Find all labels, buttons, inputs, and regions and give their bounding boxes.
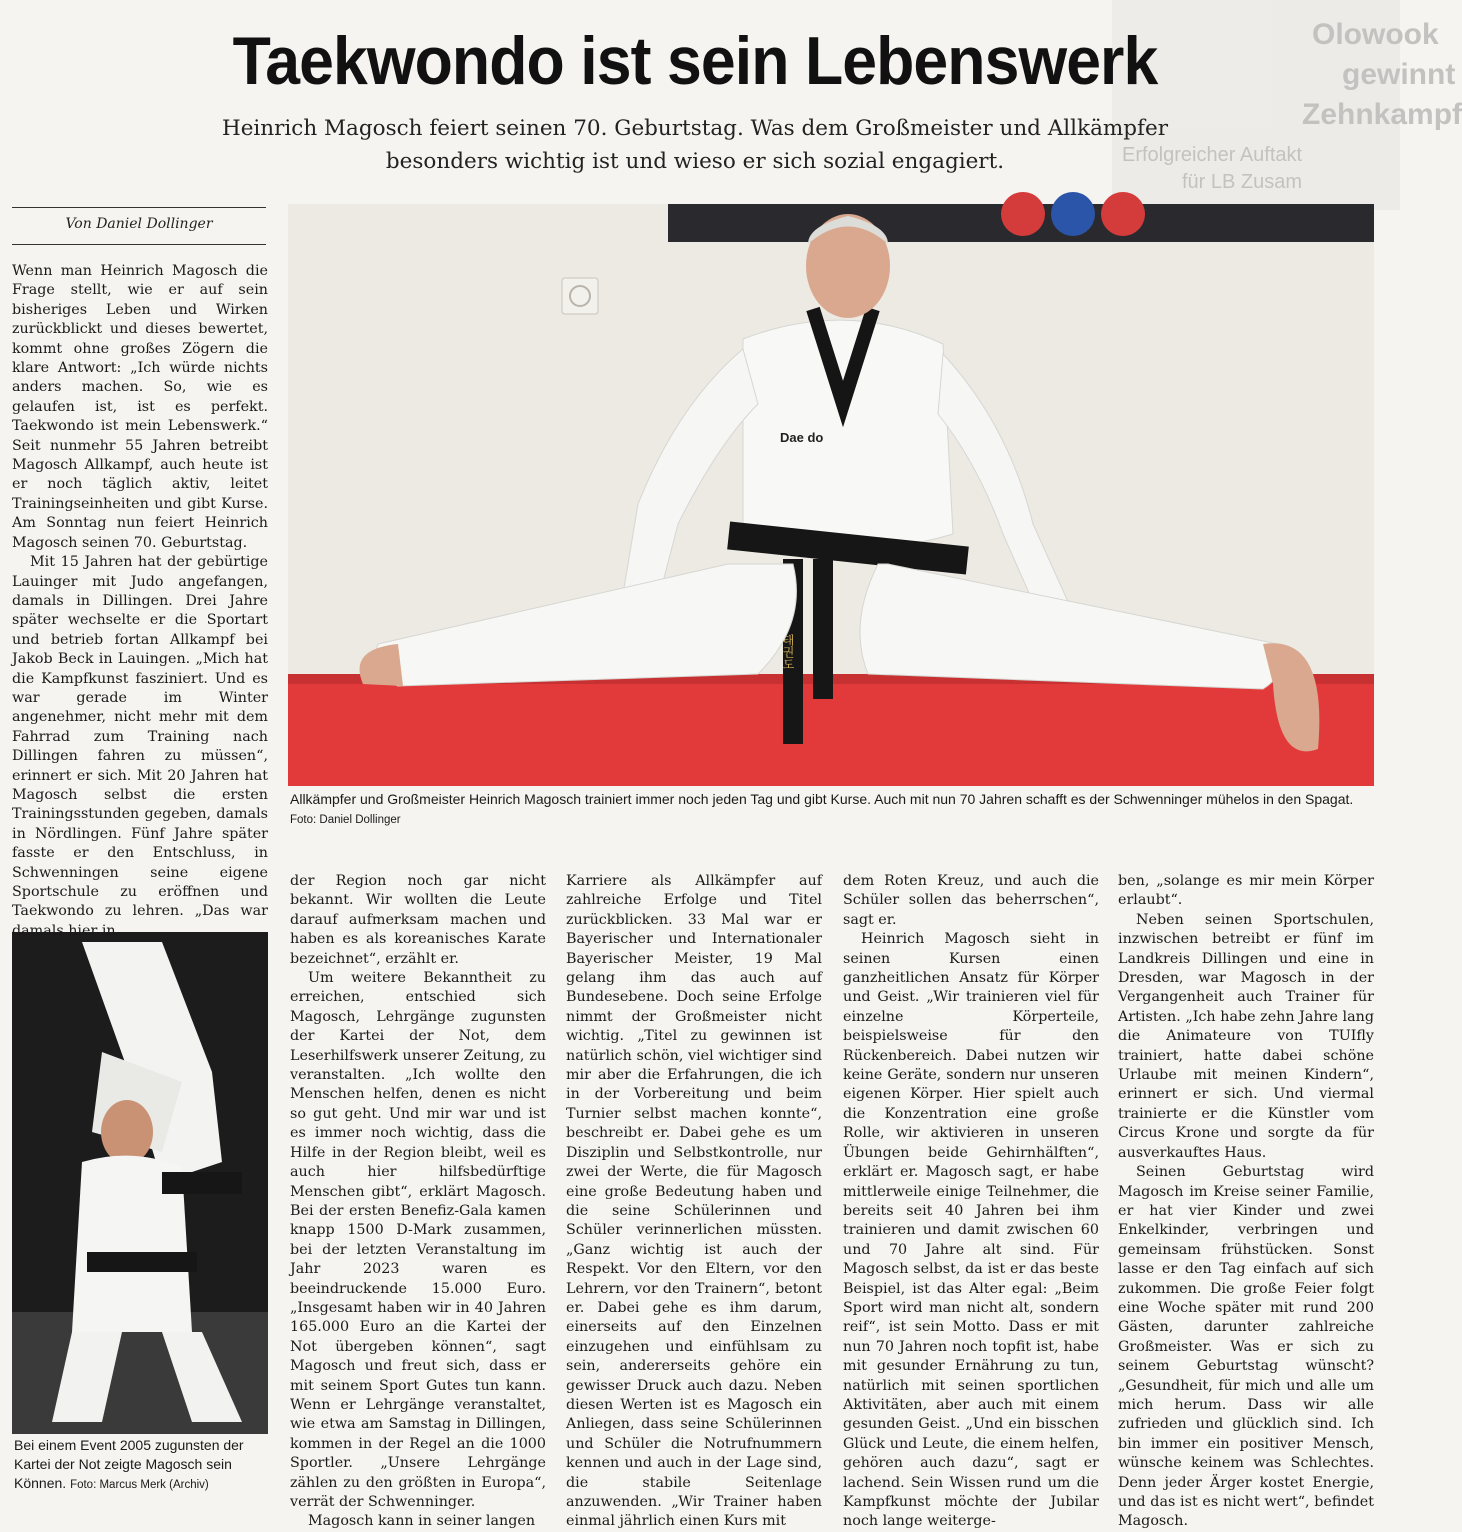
archive-photo-illustration <box>12 932 268 1434</box>
neighbor-headline-line-3: Zehnkampf <box>1302 98 1462 131</box>
main-photo-caption-text: Allkämpfer und Großmeister Heinrich Magosch trainiert immer noch jeden Tag und gibt Kurse. Auch mit nun 70 Jahren schafft es der Schwenninger mühelos in den Spagat. <box>290 791 1354 807</box>
article-column-5 <box>1118 872 1374 1532</box>
article-column-1 <box>12 262 268 941</box>
neighbor-subtitle-line-1: Erfolgreicher Auftakt <box>1122 144 1303 166</box>
article-column-3 <box>566 872 822 1532</box>
archive-photo <box>12 932 268 1434</box>
col4-paragraph-2: Heinrich Magosch sieht in seinen Kursen einen ganzheitlichen Ansatz für Körper und Geist. „Wir trainieren viel für einzelne Körperteile, beispielsweise für den Rückenbereich. Dabei nutzen wir keine Geräte, sondern nur unseren eigenen Körper. Hier spielt auch die Konzentration eine große Rolle, wir aktivieren in unseren Übungen beide Gehirnhälften“, erklärt er. Magosch sagt, er habe mittlerweile einige Teilnehmer, die bereits seit 40 Jahren bei ihm trainieren und damit zwischen 60 und 70 Jahre alt sind. Für Magosch selbst, da ist er das beste Beispiel, ist das Alter egal: „Beim Sport wird man nicht alt, sondern reif“, ist sein Motto. Dass er mit nun 70 Jahren noch topfit ist, habe mit gesunder Ernährung zu tun, natürlich mit seinen sportlichen Aktivitäten, aber auch mit einem gesunden Geist. „Und ein bisschen Glück und Leute, die einem helfen, gehören auch dazu“, sagt er lachend. Sein Wissen rund um die Kampfkunst möchte der Jubilar noch lange weiterge- <box>843 931 1099 1530</box>
subtitle-line-2: besonders wichtig ist und wieso er sich sozial engagiert. <box>385 149 1005 174</box>
col4-paragraph-1: dem Roten Kreuz, und auch die Schüler sollen das beherrschen“, sagt er. <box>843 873 1099 928</box>
article-column-4 <box>843 872 1099 1532</box>
subtitle-line-1: Heinrich Magosch feiert seinen 70. Geburtstag. Was dem Großmeister und Allkämpfer <box>221 116 1169 141</box>
byline-top-rule <box>12 207 266 208</box>
col5-paragraph-2: Neben seinen Sportschulen, inzwischen betreibt er fünf im Landkreis Dillingen und eine in Dresden, war Magosch in der Vergangenheit auch Trainer für Artisten. „Ich habe zehn Jahre lang die Animateure von TUIfly trainiert, hatte dabei schöne Urlaube mit meinen Kindern“, erinnert er sich. Und viermal trainierte er die Künstler vom Circus Krone und sorgte da für ausverkauftes Haus. <box>1118 911 1374 1161</box>
neighbor-headline-line-1: Olowook <box>1312 18 1439 51</box>
col1-paragraph-1: Wenn man Heinrich Magosch die Frage stellt, wie er auf sein bisheriges Leben und Wirken zurückblickt und dieses bewertet, kommt ohne großes Zögern die klare Antwort: „Ich würde nichts anders machen. So, wie es gelaufen ist, ist es perfekt. Taekwondo ist mein Lebenswerk.“ Seit nunmehr 55 Jahren betreibt Magosch Allkampf, auch heute ist er noch täglich aktiv, leitet Trainingseinheiten und gibt Kurse. Am Sonntag nun feiert Heinrich Magosch seinen 70. Geburtstag. <box>12 263 268 551</box>
archive-photo-caption <box>14 1436 272 1495</box>
article-headline: Taekwondo ist sein Lebenswerk <box>232 23 1158 99</box>
article-column-2 <box>290 872 546 1532</box>
byline: Von Daniel Dollinger <box>65 216 213 232</box>
main-photo-illustration <box>288 204 1374 786</box>
main-photo <box>288 204 1374 786</box>
article-subtitle <box>150 112 1240 178</box>
neighbor-subtitle-line-2: für LB Zusam <box>1182 171 1303 193</box>
col2-paragraph-1: der Region noch gar nicht bekannt. Wir wollten die Leute darauf aufmerksam machen und haben es als koreanisches Karate bezeichnet“, erzählt er. <box>290 873 546 967</box>
belt-embroidery: 태권도 <box>781 634 795 670</box>
col3-paragraph-1: Karriere als Allkämpfer auf zahlreiche Erfolge und Titel zurückblicken. 33 Mal war er Bayerischer und Internationaler Bayerischer Meister, 19 Mal gelang ihm das auch auf Bundesebene. Doch seine Erfolge nimmt der Großmeister nicht wichtig. „Titel zu gewinnen ist natürlich schön, viel wichtiger sind mir aber die Erfahrungen, die ich in der Vorbereitung und beim Turnier selbst machen konnte“, beschreibt er. Dabei gehe es um Disziplin und Selbstkontrolle, nur zwei der Werte, die für Magosch eine große Bedeutung haben und die seine Schülerinnen und Schüler verinnerlichen müssten. „Ganz wichtig ist auch der Respekt. Vor den Eltern, vor den Lehrern, vor den Trainern“, betont er. Dabei gehe es ihm darum, einerseits auf den Einzelnen einzugehen und einfühlsam zu sein, andererseits gehöre ein gewisser Druck auch dazu. Neben diesen Werten ist es Magosch ein Anliegen, dass seine Schülerinnen und Schüler die Notrufnummern kennen und auch in der Lage sind, die stabile Seitenlage anzuwenden. „Wir Trainer haben einmal jährlich einen Kurs mit <box>566 873 822 1530</box>
col2-paragraph-2: Um weitere Bekanntheit zu erreichen, entschied sich Magosch, Lehrgänge zugunsten der Kartei der Not, dem Leserhilfswerk unserer Zeitung, zu veranstalten. „Ich wollte den Menschen helfen, denen es nicht so gut geht. Und mir war und ist es immer noch wichtig, dass die Hilfe in der Region bleibt, weil es auch hier hilfsbedürftige Menschen gibt“, erklärt Magosch. Bei der ersten Benefiz-Gala kamen knapp 1500 D-Mark zusammen, bei der letzten Veranstaltung im Jahr 2023 waren es beeindruckende 15.000 Euro. „Insgesamt haben wir in 40 Jahren 165.000 Euro an die Kartei der Not übergeben können“, sagt Magosch und freut sich, dass er mit seinem Sport Gutes tun kann. Wenn er Lehrgänge veranstaltet, wie etwa am Samstag in Dillingen, kommen in der Regel an die 1000 Sportler. „Unsere Lehrgänge zählen zu den größten in Europa“, verrät der Schwenninger. <box>290 970 546 1510</box>
col1-paragraph-2: Mit 15 Jahren hat der gebürtige Lauinger mit Judo angefangen, damals in Dillingen. Drei Jahre später wechselte er die Sportart und betrieb fortan Allkampf bei Jakob Beck in Lauingen. „Mich hat die Kampfkunst fasziniert. Und es war gerade im Winter angenehmer, nicht mehr mit dem Fahrrad zum Training nach Dillingen fahren zu müssen“, erinnert er sich. Mit 20 Jahren hat Magosch selbst die ersten Trainingsstunden gegeben, damals in Nördlingen. Fünf Jahre später fasste er den Entschluss, in Schwenningen seine eigene Sportschule zu eröffnen und Taekwondo zu lehren. „Das war damals hier in <box>12 554 268 939</box>
archive-photo-caption-text: Bei einem Event 2005 zugunsten der Kartei der Not zeigte Magosch sein Können. <box>14 1437 244 1491</box>
main-photo-credit: Foto: Daniel Dollinger <box>290 814 401 826</box>
gi-logo: Dae do <box>780 430 824 445</box>
col5-paragraph-3: Seinen Geburtstag wird Magosch im Kreise seiner Familie, er hat vier Kinder und zwei Enkelkinder, verbringen und gemeinsam frühstücken. Sonst lasse er den Tag einfach auf sich zukommen. Die große Feier folgt eine Woche später mit rund 200 Gästen, darunter zahlreiche Großmeister. Was er sich zu seinem Geburtstag wünscht? „Gesundheit, für mich und alle um mich herum. Dass wir alle zufrieden und glücklich sind. Ich bin immer ein positiver Mensch, wünsche keinem was Schlechtes. Denn jeder Ärger kostet Energie, und das ist es nicht wert“, befindet Magosch. <box>1118 1164 1374 1530</box>
col5-paragraph-1: ben, „solange es mir mein Körper erlaubt“. <box>1118 873 1374 909</box>
byline-bottom-rule <box>12 244 266 245</box>
main-photo-caption <box>290 790 1370 830</box>
archive-photo-credit: Foto: Marcus Merk (Archiv) <box>70 1479 209 1491</box>
col2-paragraph-3: Magosch kann in seiner langen <box>308 1513 536 1530</box>
neighbor-headline-line-2: gewinnt <box>1342 58 1456 91</box>
